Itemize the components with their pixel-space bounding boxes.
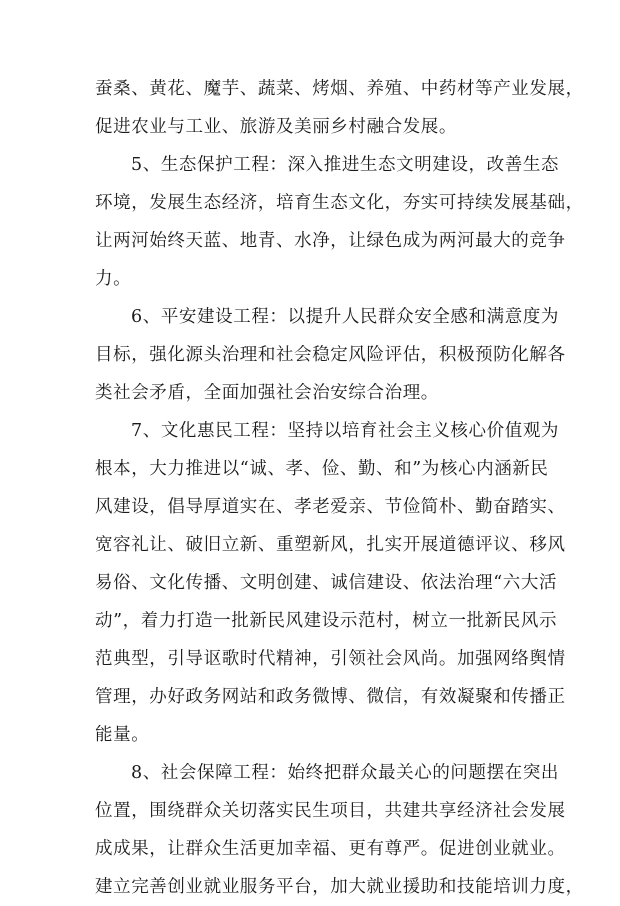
text-line: 环境，发展生态经济，培育生态文化，夯实可持续发展基础， bbox=[95, 193, 584, 213]
text-line: 能量。 bbox=[95, 725, 150, 745]
text-line: 促进农业与工业、旅游及美丽乡村融合发展。 bbox=[95, 117, 457, 137]
text-line: 蚕桑、黄花、魔芋、蔬菜、烤烟、养殖、中药材等产业发展， bbox=[95, 79, 584, 99]
text-line: 8、社会保障工程：始终把群众最关心的问题摆在突出 bbox=[131, 763, 560, 783]
text-line: 范典型，引导讴歌时代精神，引领社会风尚。加强网络舆情 bbox=[95, 649, 566, 669]
text-line: 让两河始终天蓝、地青、水净，让绿色成为两河最大的竞争 bbox=[95, 231, 566, 251]
text-line: 动”，着力打造一批新民风建设示范村，树立一批新民风示 bbox=[95, 611, 558, 631]
paragraph-culture-benefit bbox=[95, 412, 566, 754]
text-line: 位置，围绕群众关切落实民生项目，共建共享经济社会发展 bbox=[95, 801, 566, 821]
text-line: 5、生态保护工程：深入推进生态文明建设，改善生态 bbox=[131, 155, 560, 175]
paragraph-safety-construction bbox=[95, 298, 566, 412]
text-line: 管理，办好政务网站和政务微博、微信，有效凝聚和传播正 bbox=[95, 687, 566, 707]
document-page bbox=[95, 70, 584, 906]
text-line: 目标，强化源头治理和社会稳定风险评估，积极预防化解各 bbox=[95, 345, 566, 365]
text-line: 力。 bbox=[95, 269, 132, 289]
text-line: 建立完善创业就业服务平台，加大就业援助和技能培训力度， bbox=[95, 877, 584, 897]
paragraph-ecology-protection bbox=[95, 146, 584, 298]
text-line: 风建设，倡导厚道实在、孝老爱亲、节俭简朴、勤奋踏实、 bbox=[95, 497, 566, 517]
text-line: 类社会矛盾，全面加强社会治安综合治理。 bbox=[95, 383, 439, 403]
text-line: 7、文化惠民工程：坚持以培育社会主义核心价值观为 bbox=[131, 421, 560, 441]
text-line: 易俗、文化传播、文明创建、诚信建设、依法治理“六大活 bbox=[95, 573, 558, 593]
text-line: 根本，大力推进以“诚、孝、俭、勤、和”为核心内涵新民 bbox=[95, 459, 549, 479]
text-line: 6、平安建设工程：以提升人民群众安全感和满意度为 bbox=[131, 307, 560, 327]
paragraph-social-security bbox=[95, 754, 584, 906]
text-line: 成成果，让群众生活更加幸福、更有尊严。促进创业就业。 bbox=[95, 839, 566, 859]
text-line: 宽容礼让、破旧立新、重塑新风，扎实开展道德评议、移风 bbox=[95, 535, 566, 555]
paragraph-intro-tail bbox=[95, 70, 584, 146]
